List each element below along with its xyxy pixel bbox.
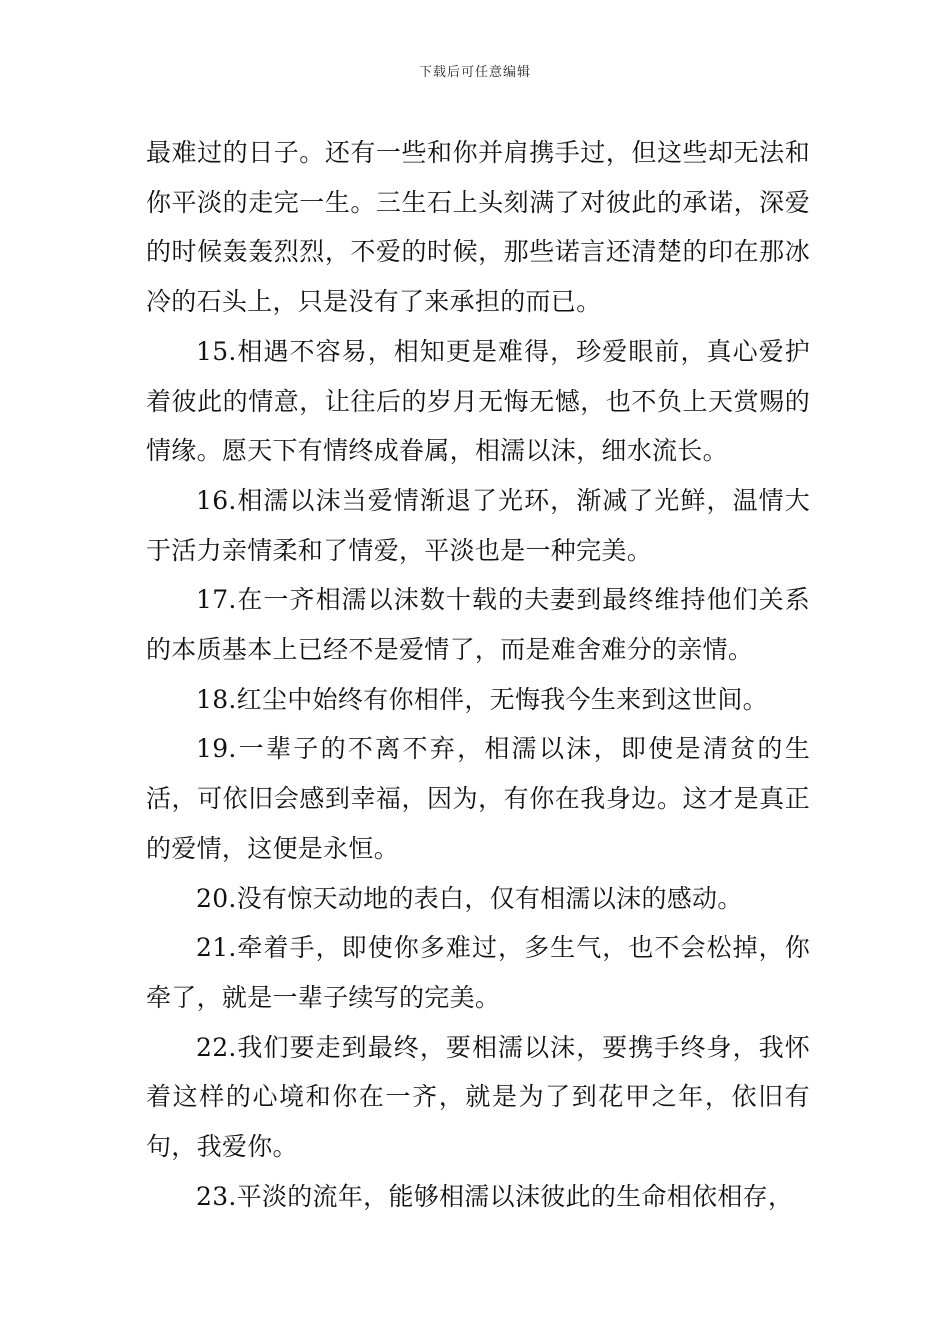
paragraph-continued: 最难过的日子。还有一些和你并肩携手过，但这些却无法和你平淡的走完一生。三生石上头刻满了对彼此的承诺，深爱的时候轰轰烈烈，不爱的时候，那些诺言还清楚的印在那冰冷的石头上，只是没有了来承担的而已。 — [146, 138, 810, 317]
paragraph-15: 15.相遇不容易，相知更是难得，珍爱眼前，真心爱护着彼此的情意，让往后的岁月无悔无憾，也不负上天赏赐的情缘。愿天下有情终成眷属，相濡以沫，细水流长。 — [146, 336, 810, 466]
paragraph-18: 18.红尘中始终有你相伴，无悔我今生来到这世间。 — [196, 684, 768, 714]
paragraph-17: 17.在一齐相濡以沫数十载的夫妻到最终维持他们关系的本质基本上已经不是爱情了，而是难舍难分的亲情。 — [146, 585, 810, 665]
paragraph-16: 16.相濡以沫当爱情渐退了光环，渐减了光鲜，温情大于活力亲情柔和了情爱，平淡也是一种完美。 — [146, 485, 810, 565]
document-body — [146, 128, 810, 1221]
paragraph-22: 22.我们要走到最终，要相濡以沫，要携手终身，我怀着这样的心境和你在一齐，就是为了到花甲之年，依旧有句，我爱你。 — [146, 1032, 810, 1162]
paragraph-21: 21.牵着手，即使你多难过，多生气，也不会松掉，你牵了，就是一辈子续写的完美。 — [146, 933, 810, 1012]
paragraph-20: 20.没有惊天动地的表白，仅有相濡以沫的感动。 — [196, 883, 743, 913]
paragraph-23: 23.平淡的流年，能够相濡以沫彼此的生命相依相存， — [196, 1181, 794, 1211]
paragraph-19: 19.一辈子的不离不弃，相濡以沫，即使是清贫的生活，可依旧会感到幸福，因为，有你在我身边。这才是真正的爱情，这便是永恒。 — [146, 734, 810, 863]
page-header-note: 下载后可任意编辑 — [418, 65, 531, 80]
